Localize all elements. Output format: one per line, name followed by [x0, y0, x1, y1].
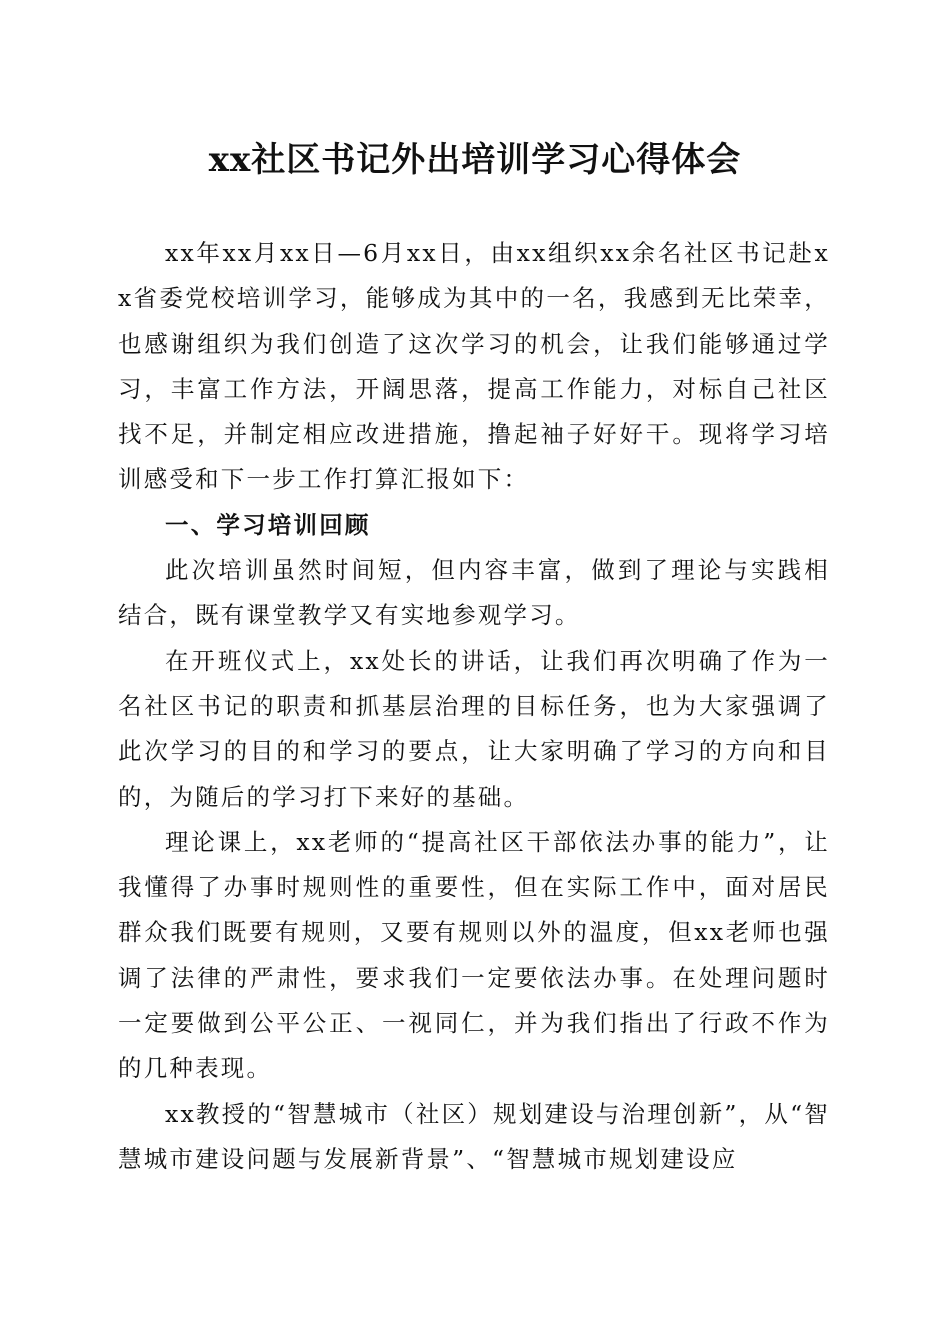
document-body — [118, 231, 830, 1182]
paragraph-intro: xx年xx月xx日—6月xx日，由xx组织xx余名社区书记赴xx省委党校培训学习，能够成为其中的一名，我感到无比荣幸，也感谢组织为我们创造了这次学习的机会，让我们能够通过学习，丰富工作方法，开阔思落，提高工作能力，对标自己社区找不足，并制定相应改进措施，撸起袖子好好干。现将学习培训感受和下一步工作打算汇报如下： — [118, 239, 830, 494]
paragraph-smart-city: xx教授的“智慧城市（社区）规划建设与治理创新”，从“智慧城市建设问题与发展新背景”、“智慧城市规划建设应 — [118, 1099, 830, 1173]
section-heading-review: 一、学习培训回顾 — [165, 510, 371, 539]
paragraph-training-overview: 此次培训虽然时间短，但内容丰富，做到了理论与实践相结合，既有课堂教学又有实地参观学习。 — [118, 556, 830, 630]
document-title: xx社区书记外出培训学习心得体会 — [208, 140, 742, 180]
paragraph-opening-ceremony: 在开班仪式上，xx处长的讲话，让我们再次明确了作为一名社区书记的职责和抓基层治理的目标任务，也为大家强调了此次学习的目的和学习的要点，让大家明确了学习的方向和目的，为随后的学习打下来好的基础。 — [118, 646, 830, 811]
paragraph-theory-class: 理论课上，xx老师的“提高社区干部依法办事的能力”，让我懂得了办事时规则性的重要性，但在实际工作中，面对居民群众我们既要有规则，又要有规则以外的温度，但xx老师也强调了法律的严肃性，要求我们一定要依法办事。在处理问题时一定要做到公平公正、一视同仁，并为我们指出了行政不作为的几种表现。 — [118, 827, 830, 1083]
